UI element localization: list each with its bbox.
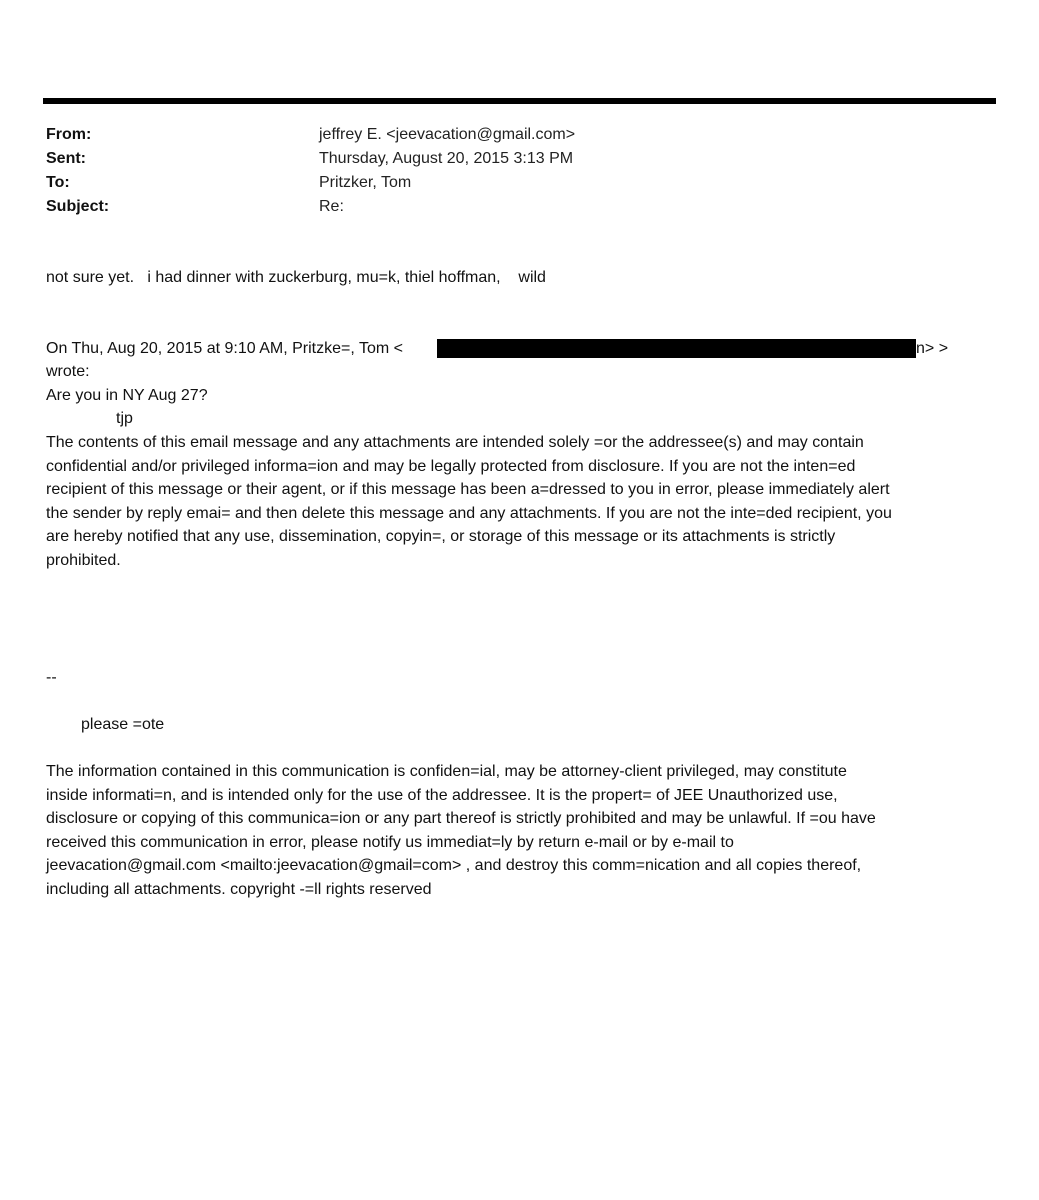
redaction-bar: [437, 339, 916, 358]
legal-notice: The information contained in this communication is confiden=ial, may be attorney-client privileged, may constitute inside informati=n, and is intended only for the use of the addressee. It is the propert= of JEE Unauthorized use, disclosure or copying of this communica=ion or any part thereof is strictly prohibited and may be unlawful. If =ou have received this communication in error, please notify us immediat=ly by return e-mail or by e-mail to jeevacation@gmail.com <mailto:jeevacation@gmail=com> , and destroy this comm=nication and all copies thereof, including all attachments. copyright -=ll rights reserved: [46, 763, 876, 898]
quote-header-prefix: On Thu, Aug 20, 2015 at 9:10 AM, Pritzke=, Tom <: [46, 340, 403, 357]
quoted-question: Are you in NY Aug 27?: [46, 387, 208, 404]
header-divider-rule: [43, 98, 996, 104]
quoted-signature: tjp: [116, 410, 133, 427]
from-label: From:: [46, 126, 92, 143]
sent-label: Sent:: [46, 150, 86, 167]
reply-text: not sure yet. i had dinner with zuckerburg, mu=k, thiel hoffman, wild: [46, 269, 546, 286]
header-from-row: [46, 123, 946, 147]
to-value: Pritzker, Tom: [319, 174, 412, 191]
subject-value: Re:: [319, 198, 344, 215]
to-label: To:: [46, 174, 70, 191]
quote-wrote: wrote:: [46, 363, 90, 380]
please-note-line: please =ote: [81, 716, 165, 733]
signature-separator: --: [46, 669, 57, 686]
header-to-row: [46, 171, 946, 195]
header-subject-row: [46, 195, 946, 219]
header-sent-row: [46, 147, 946, 171]
from-value: jeffrey E. <jeevacation@gmail.com>: [319, 126, 576, 143]
quote-header-suffix: n> >: [916, 340, 949, 357]
subject-label: Subject:: [46, 198, 110, 215]
sent-value: Thursday, August 20, 2015 3:13 PM: [319, 150, 574, 167]
confidentiality-disclaimer: The contents of this email message and any attachments are intended solely =or the addressee(s) and may contain confidential and/or privileged informa=ion and may be legally protected from disclosure. If you are not the inten=ed recipient of this message or their agent, or if this message has been a=dressed to you in error, please immediately alert the sender by reply emai= and then delete this message and any attachments. If you are not the inte=ded recipient, you are hereby notified that any use, dissemination, copyin=, or storage of this message or its attachments is strictly prohibited.: [46, 434, 892, 569]
